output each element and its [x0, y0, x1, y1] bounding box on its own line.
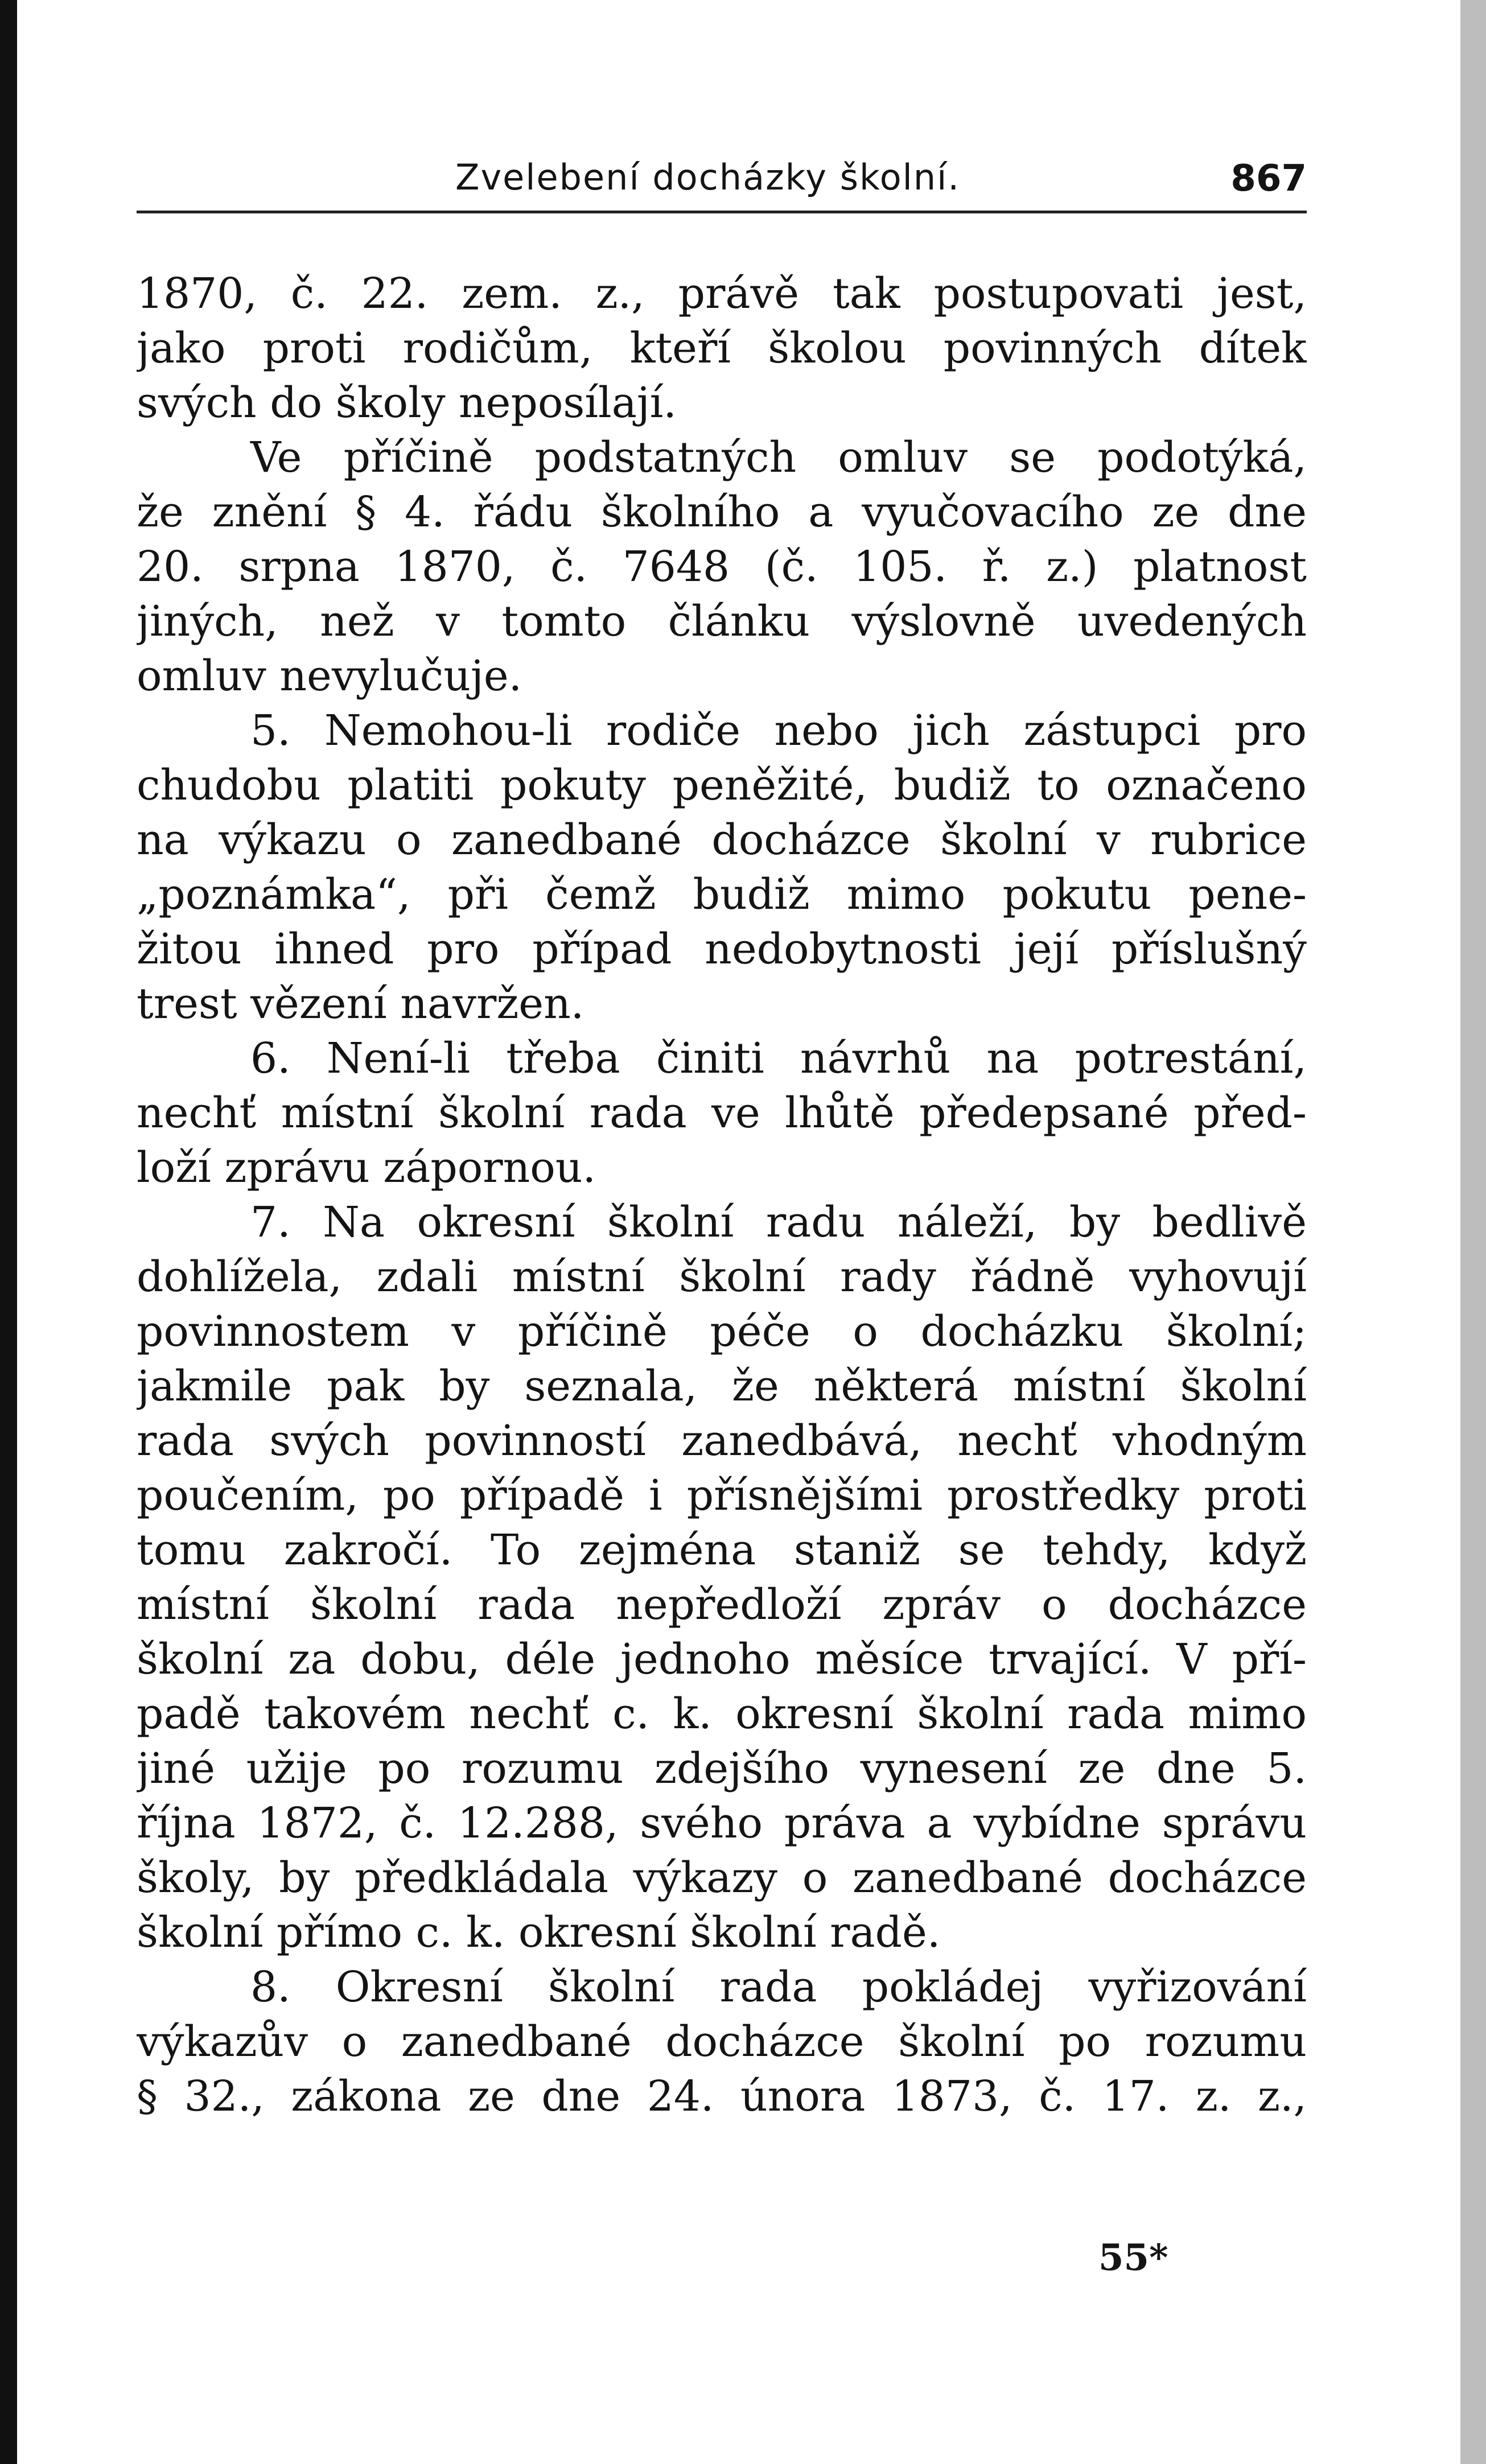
page-edge-left — [0, 0, 17, 2464]
text-line: 6. Není-li třeba činiti návrhů na potrestání, — [250, 1034, 1307, 1083]
text-line: 7. Na okresní školní radu náleží, by bedlivě — [250, 1198, 1307, 1247]
signature-mark: 55* — [1098, 2236, 1168, 2279]
text-line: 1870, č. 22. zem. z., právě tak postupovati jest, — [137, 269, 1307, 318]
text-line: povinnostem v příčině péče o docházku školní; — [137, 1307, 1307, 1356]
text-line: loží zprávu zápornou. — [137, 1143, 596, 1192]
text-line: dohlížela, zdali místní školní rady řádně vyhovují — [137, 1252, 1307, 1301]
text-line: omluv nevylučuje. — [137, 652, 522, 701]
text-line: § 32., zákona ze dne 24. února 1873, č. 17. z. z., — [137, 2072, 1307, 2121]
text-line: školní přímo c. k. okresní školní radě. — [137, 1908, 941, 1957]
text-line: Ve příčině podstatných omluv se podotýká, — [250, 433, 1307, 482]
text-line: října 1872, č. 12.288, svého práva a vybídne správu — [137, 1799, 1307, 1848]
text-line: školní za dobu, déle jednoho měsíce trvající. V pří- — [137, 1635, 1307, 1684]
page-edge-right — [1460, 0, 1486, 2464]
text-line: 8. Okresní školní rada pokládej vyřizování — [250, 1963, 1307, 2012]
text-line: výkazův o zanedbané docházce školní po rozumu — [137, 2017, 1307, 2066]
text-line: 5. Nemohou-li rodiče nebo jich zástupci pro — [250, 706, 1307, 755]
text-line: na výkazu o zanedbané docházce školní v rubrice — [137, 815, 1307, 864]
text-line: svých do školy neposílají. — [137, 378, 677, 427]
text-line: chudobu platiti pokuty peněžité, budiž to označeno — [137, 761, 1307, 810]
text-line: jiné užije po rozumu zdejšího vynesení ze dne 5. — [137, 1744, 1307, 1793]
text-line: „poznámka“, při čemž budiž mimo pokutu pene- — [137, 870, 1307, 919]
header-rule — [137, 211, 1307, 213]
text-line: poučením, po případě i přísnějšími prostředky proti — [137, 1471, 1307, 1520]
text-line: žitou ihned pro případ nedobytnosti její příslušný — [137, 925, 1307, 974]
text-line: jako proti rodičům, kteří školou povinných dítek — [137, 324, 1307, 373]
running-title: Zvelebení docházky školní. — [455, 156, 961, 198]
text-line: tomu zakročí. To zejména staniž se tehdy, když — [137, 1526, 1307, 1575]
text-line: 20. srpna 1870, č. 7648 (č. 105. ř. z.) platnost — [137, 542, 1307, 591]
text-line: jiných, než v tomto článku výslovně uvedených — [137, 597, 1307, 646]
body-text — [137, 266, 1307, 2124]
text-line: trest vězení navržen. — [137, 979, 584, 1028]
text-line: rada svých povinností zanedbává, nechť vhodným — [137, 1416, 1307, 1465]
text-line: jakmile pak by seznala, že některá místní školní — [137, 1362, 1307, 1411]
text-line: padě takovém nechť c. k. okresní školní rada mimo — [137, 1690, 1307, 1738]
text-line: že znění § 4. řádu školního a vyučovacího ze dne — [137, 488, 1307, 537]
text-line: školy, by předkládala výkazy o zanedbané docházce — [137, 1853, 1307, 1902]
page-number: 867 — [1230, 158, 1307, 200]
page-header — [137, 145, 1307, 208]
text-line: nechť místní školní rada ve lhůtě předepsané před- — [137, 1089, 1307, 1138]
text-line: místní školní rada nepředloží zpráv o docházce — [137, 1580, 1307, 1629]
